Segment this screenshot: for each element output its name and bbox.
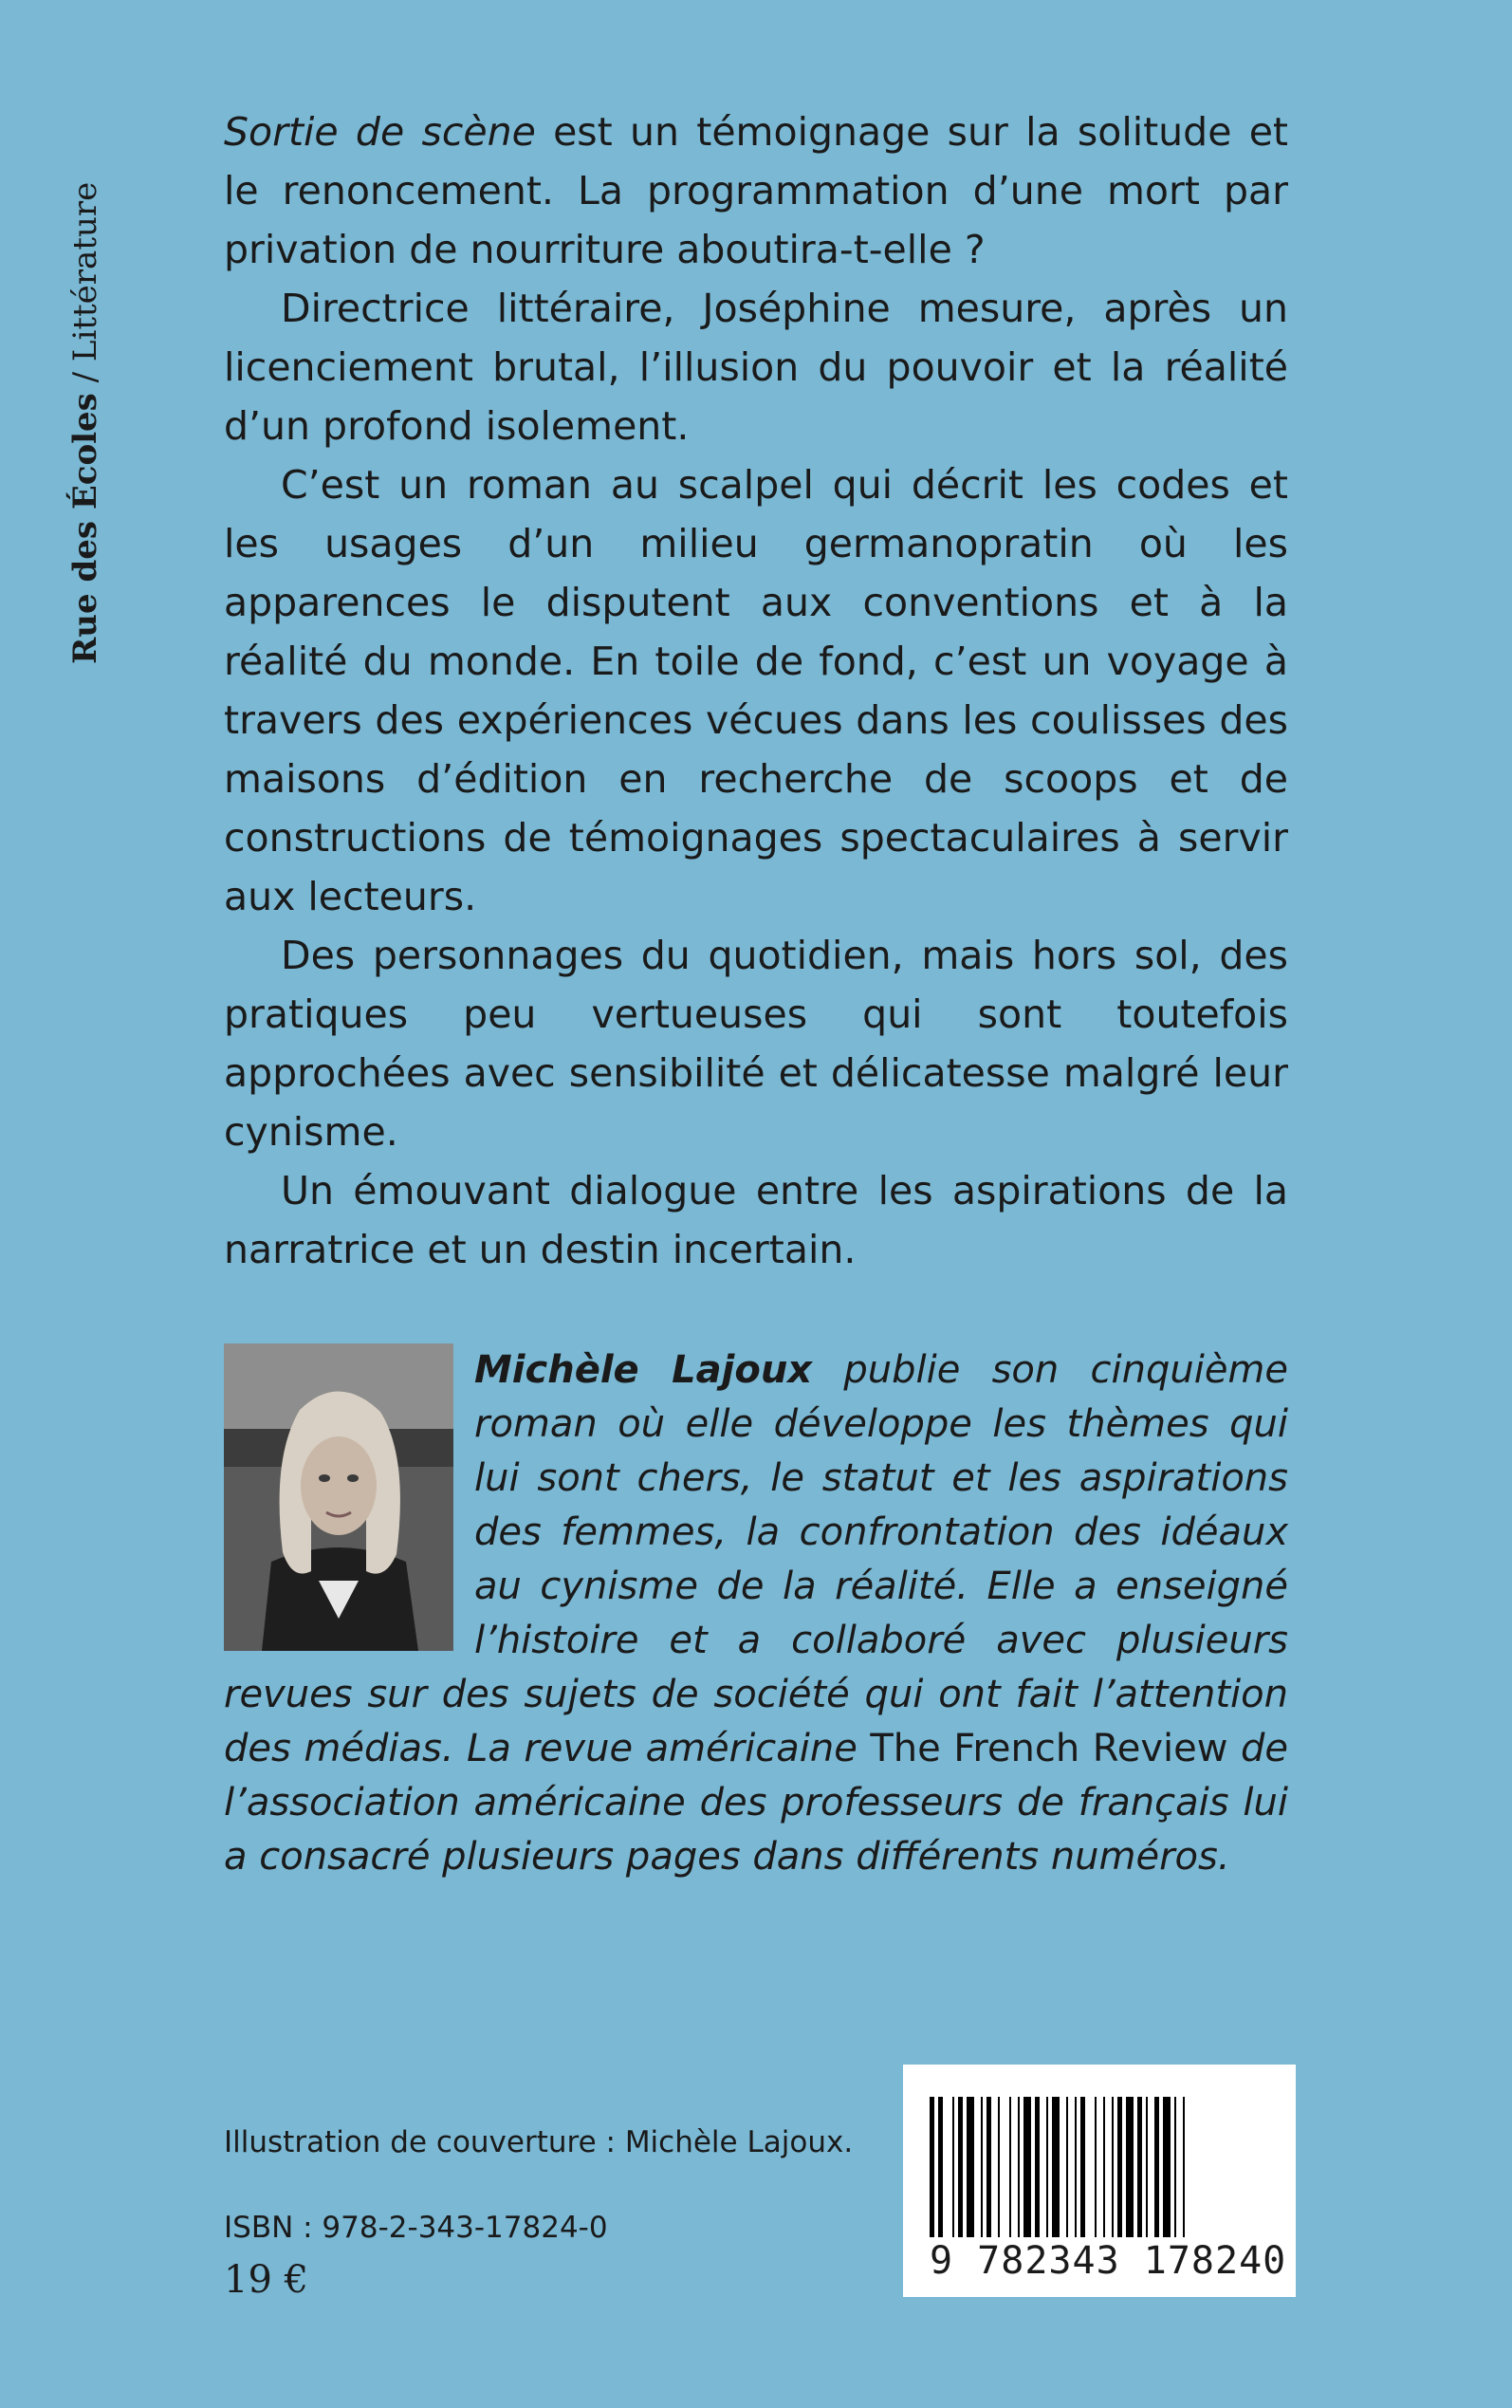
barcode bbox=[903, 2065, 1296, 2297]
book-title: Sortie de scène bbox=[224, 109, 536, 155]
barcode-bar bbox=[998, 2097, 1000, 2237]
barcode-bar bbox=[986, 2097, 991, 2237]
isbn: ISBN : 978-2-343-17824-0 bbox=[224, 2211, 608, 2245]
barcode-bar bbox=[1137, 2097, 1142, 2237]
barcode-bar bbox=[1126, 2097, 1134, 2237]
author-name: Michèle Lajoux bbox=[474, 1348, 813, 1392]
barcode-bar bbox=[958, 2097, 963, 2237]
price: 19 € bbox=[224, 2258, 309, 2302]
author-bio: Michèle Lajoux publie son cinquième roman où elle développe les thèmes qui lui sont chers, le statut et les aspirations des femmes, la confrontation des idéaux au cynisme de la réalité. Elle a enseigné l’histoire et a collaboré avec plusieurs revues sur des sujets de société qui ont fait l’attention des médias. La revue américaine The French Review de l’association américaine des professeurs de français lui a consacré plusieurs pages dans différents numéros. bbox=[224, 1348, 1288, 1879]
barcode-bar bbox=[1095, 2097, 1097, 2237]
barcode-bar bbox=[1023, 2097, 1031, 2237]
barcode-bars bbox=[930, 2097, 1269, 2237]
barcode-bar bbox=[1146, 2097, 1148, 2237]
blurb-paragraph-5: Un émouvant dialogue entre les aspirations de la narratrice et un destin incertain. bbox=[224, 1168, 1288, 1272]
barcode-bar bbox=[1174, 2097, 1176, 2237]
blurb-paragraph-2: Directrice littéraire, Joséphine mesure, après un licenciement brutal, l’illusion du pouvoir et la réalité d’un profond isolement. bbox=[224, 286, 1288, 449]
cover-illustration-credit: Illustration de couverture : Michèle Lajoux. bbox=[224, 2125, 854, 2159]
barcode-digits: 9 782343 178240 bbox=[930, 2239, 1287, 2283]
review-name: The French Review bbox=[870, 1727, 1228, 1770]
barcode-bar bbox=[1018, 2097, 1020, 2237]
barcode-bar bbox=[952, 2097, 954, 2237]
barcode-bar bbox=[930, 2097, 934, 2237]
barcode-bar bbox=[1163, 2097, 1171, 2237]
series-category: Littérature bbox=[66, 181, 104, 362]
barcode-bar bbox=[1052, 2097, 1060, 2237]
book-blurb bbox=[224, 102, 1288, 1279]
barcode-bar bbox=[938, 2097, 943, 2237]
series-name: Rue des Écoles bbox=[66, 393, 104, 664]
series-separator: / bbox=[66, 361, 104, 394]
barcode-bar bbox=[1035, 2097, 1040, 2237]
barcode-bar bbox=[967, 2097, 974, 2237]
barcode-bar bbox=[1112, 2097, 1114, 2237]
barcode-bar bbox=[1117, 2097, 1122, 2237]
barcode-bar bbox=[1103, 2097, 1105, 2237]
barcode-bar bbox=[1009, 2097, 1011, 2237]
blurb-paragraph-4: Des personnages du quotidien, mais hors sol, des pratiques peu vertueuses qui sont toutefois approchées avec sensibilité et délicatesse malgré leur cynisme. bbox=[224, 933, 1288, 1155]
barcode-bar bbox=[981, 2097, 983, 2237]
barcode-bar bbox=[1046, 2097, 1048, 2237]
barcode-bar bbox=[1183, 2097, 1185, 2237]
spine-series-label bbox=[55, 95, 116, 664]
barcode-bar bbox=[1154, 2097, 1159, 2237]
barcode-bar bbox=[1080, 2097, 1085, 2237]
barcode-bar bbox=[1075, 2097, 1077, 2237]
blurb-paragraph-1: Sortie de scène est un témoignage sur la solitude et le renoncement. La programmation d’une mort par privation de nourriture aboutira-t-elle ? bbox=[224, 109, 1288, 272]
blurb-paragraph-3: C’est un roman au scalpel qui décrit les codes et les usages d’un milieu germanopratin où les apparences le disputent aux conventions et à la réalité du monde. En toile de fond, c’est un voyage à travers des expériences vécues dans les coulisses des maisons d’édition en recherche de scoops et de constructions de témoignages spectaculaires à servir aux lecteurs. bbox=[224, 462, 1288, 919]
barcode-bar bbox=[1066, 2097, 1068, 2237]
